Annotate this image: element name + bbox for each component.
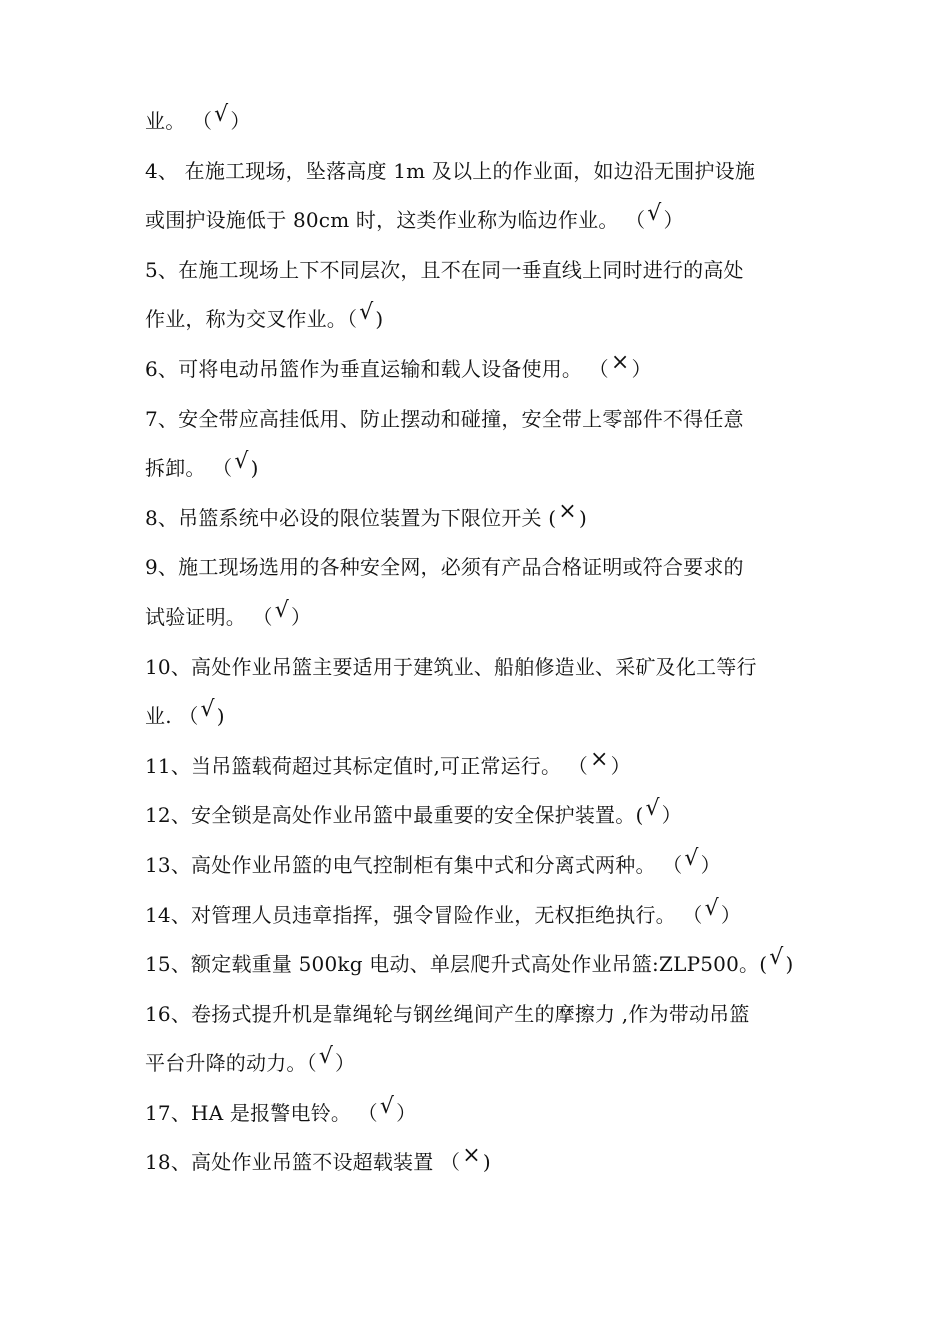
- line-text: 11、当吊篮载荷超过其标定值时,可正常运行。 （: [145, 753, 588, 778]
- line-text: 作业，称为交叉作业。（: [145, 307, 358, 332]
- check-mark: √: [379, 1093, 395, 1119]
- line-text: 业。 （: [145, 109, 213, 133]
- check-mark: √: [684, 845, 699, 871]
- cross-mark: ×: [462, 1143, 481, 1169]
- text-line: [145, 791, 825, 841]
- line-tail: ）: [396, 1100, 417, 1125]
- text-line: [145, 841, 825, 891]
- check-mark: √: [274, 597, 289, 623]
- cross-mark: ×: [558, 498, 577, 524]
- text-line: [145, 990, 825, 1040]
- text-line: [145, 444, 825, 494]
- text-line: [145, 494, 825, 544]
- text-line: [145, 295, 825, 345]
- text-line: [145, 891, 825, 941]
- line-text: 17、HA 是报警电铃。 （: [145, 1100, 378, 1125]
- line-tail: ): [578, 505, 587, 530]
- line-text: 6、可将电动吊篮作为垂直运输和载人设备使用。 （: [145, 356, 609, 381]
- line-tail: ): [482, 1150, 491, 1175]
- text-line: [145, 1089, 825, 1139]
- line-text: 业. （: [145, 704, 199, 729]
- check-mark: √: [214, 102, 229, 127]
- text-line: [145, 543, 825, 593]
- text-line: [145, 940, 825, 990]
- line-text: 平台升降的动力。（: [145, 1051, 317, 1076]
- line-tail: ): [375, 307, 384, 332]
- text-line: [145, 643, 825, 693]
- check-mark: √: [359, 300, 374, 326]
- line-tail: ): [785, 952, 794, 977]
- text-line: [145, 147, 825, 197]
- line-text: 16、卷扬式提升机是靠绳轮与钢丝绳间产生的摩擦力 ,作为带动吊篮: [145, 1001, 750, 1026]
- line-tail: ）: [720, 902, 742, 927]
- line-text: 7、安全带应高挂低用、防止摆动和碰撞，安全带上零部件不得任意: [145, 406, 744, 431]
- line-text: 4、 在施工现场，坠落高度 1m 及以上的作业面，如边沿无围护设施: [145, 158, 756, 183]
- text-line: [145, 1138, 825, 1188]
- check-mark: √: [318, 1044, 334, 1070]
- check-mark: √: [704, 895, 719, 921]
- line-tail: ): [216, 704, 225, 729]
- line-text: 15、额定载重量 500kg 电动、单层爬升式高处作业吊篮:ZLP500。(: [145, 952, 768, 977]
- check-mark: √: [645, 796, 660, 822]
- text-line: [145, 1039, 825, 1089]
- line-text: 或围护设施低于 80cm 时，这类作业称为临边作业。 （: [145, 208, 646, 233]
- line-tail: ）: [290, 604, 312, 629]
- check-mark: √: [647, 201, 662, 227]
- line-text: 18、高处作业吊篮不设超载装置 （: [145, 1150, 461, 1175]
- line-tail: ）: [663, 208, 684, 233]
- text-line: [145, 692, 825, 742]
- line-tail: ）: [700, 852, 721, 877]
- check-mark: √: [769, 945, 784, 971]
- line-text: 13、高处作业吊篮的电气控制柜有集中式和分离式两种。 （: [145, 852, 683, 877]
- line-tail: ）: [610, 753, 631, 778]
- text-line: [145, 246, 825, 296]
- line-text: 5、在施工现场上下不同层次，且不在同一垂直线上同时进行的高处: [145, 257, 744, 282]
- cross-mark: ×: [589, 746, 609, 772]
- line-text: 8、吊篮系统中必设的限位装置为下限位开关 (: [145, 505, 557, 530]
- text-line: [145, 742, 825, 792]
- check-mark: √: [200, 697, 215, 723]
- line-text: 10、高处作业吊篮主要适用于建筑业、船舶修造业、采矿及化工等行: [145, 654, 757, 679]
- cross-mark: ×: [610, 349, 630, 375]
- text-line: [145, 345, 825, 395]
- text-line: [145, 97, 825, 147]
- text-line: [145, 593, 825, 643]
- question-list: [145, 97, 825, 1188]
- check-mark: √: [234, 449, 249, 475]
- line-text: 14、对管理人员违章指挥，强令冒险作业，无权拒绝执行。 （: [145, 902, 703, 927]
- line-tail: ）: [661, 803, 682, 828]
- line-tail: ）: [335, 1051, 356, 1076]
- line-text: 试验证明。 （: [145, 604, 273, 629]
- line-text: 12、安全锁是高处作业吊篮中最重要的安全保护装置。(: [145, 803, 644, 828]
- line-tail: ): [250, 456, 259, 481]
- text-line: [145, 196, 825, 246]
- line-tail: ）: [230, 109, 251, 133]
- line-text: 9、施工现场选用的各种安全网，必须有产品合格证明或符合要求的: [145, 555, 744, 580]
- line-text: 拆卸。 （: [145, 456, 233, 481]
- line-tail: ）: [631, 356, 652, 381]
